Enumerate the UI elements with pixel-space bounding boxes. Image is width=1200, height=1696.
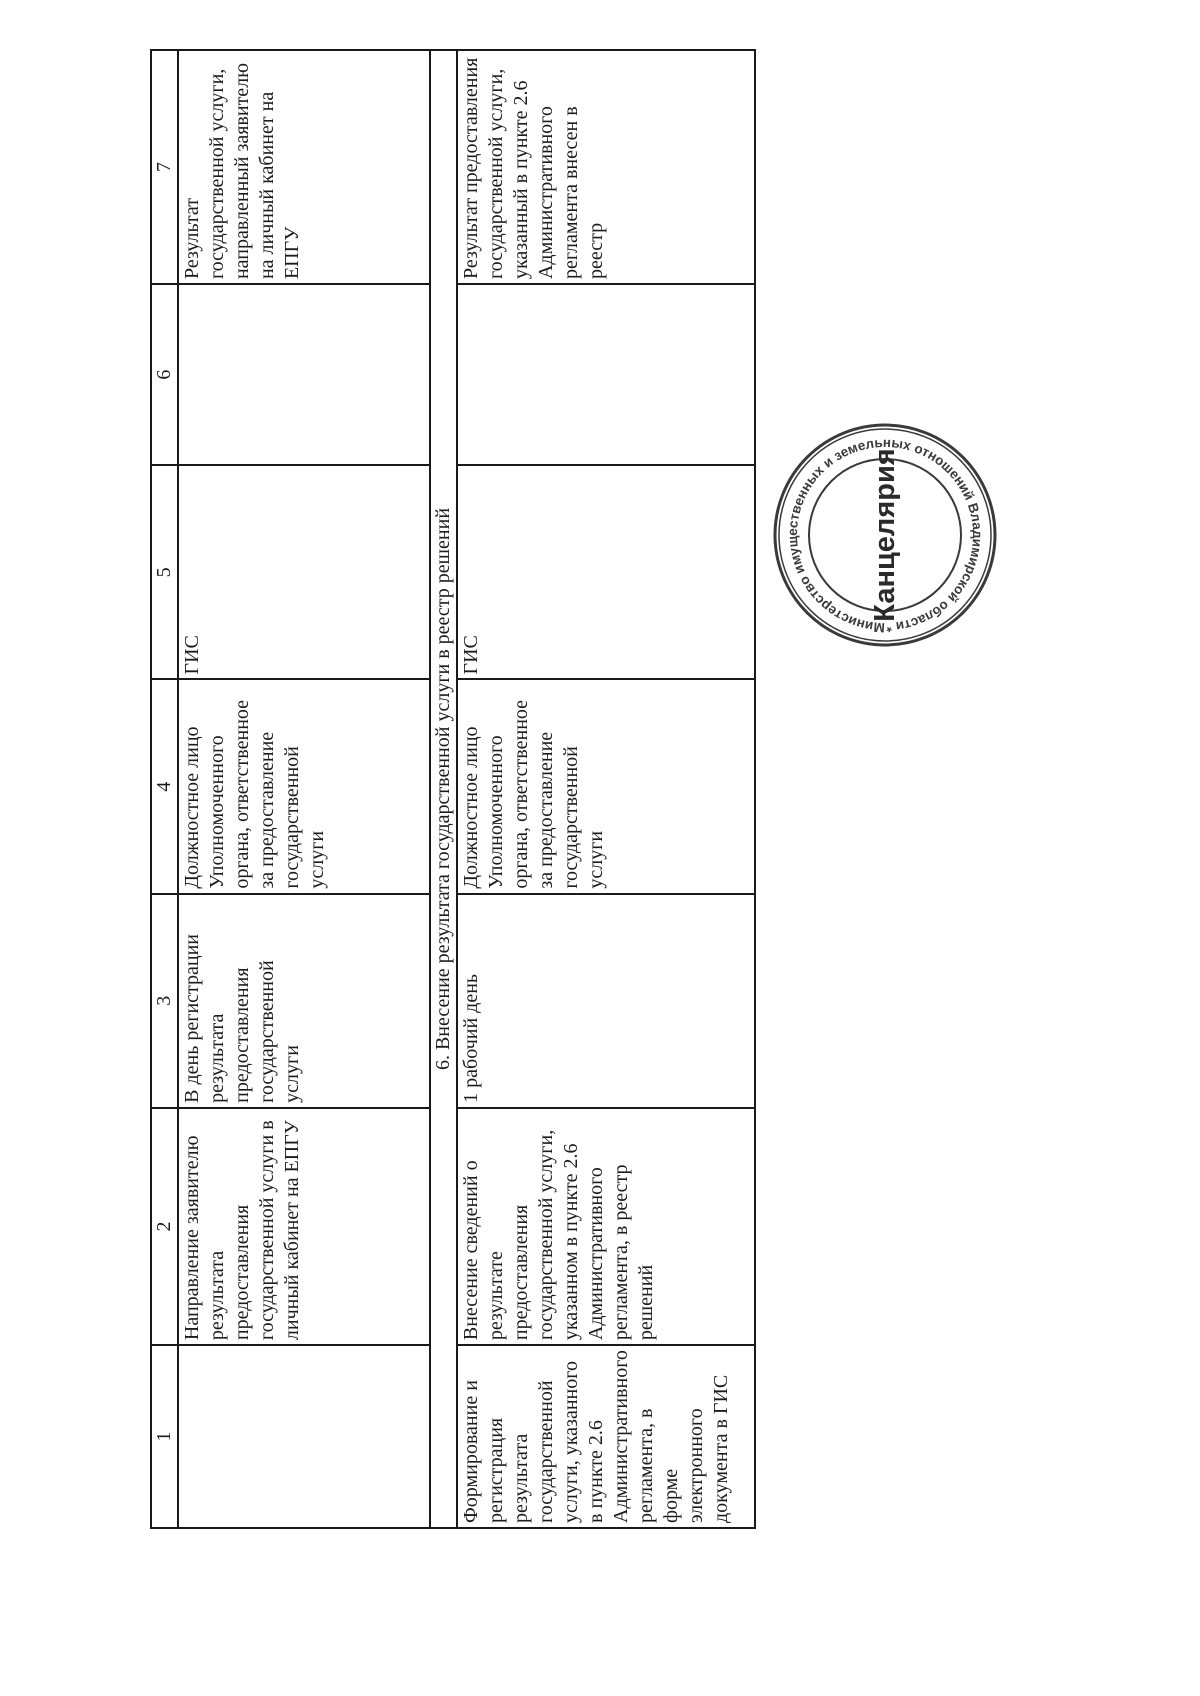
header-row: [151, 50, 178, 1528]
table-cell: Формирование и регистрация результата государственной услуги, указанного в пункте 2.6 Административного регламента, в форме электронного документа в ГИС: [457, 1345, 755, 1528]
table-cell: В день регистрации результата предоставления государственной услуги: [178, 894, 430, 1108]
col-header-6: 6: [151, 284, 178, 465]
table-row: [178, 50, 430, 1528]
table-cell: Внесение сведений о результате предоставления государственной услуги, указанном в пункте 2.6 Административного регламента, в реестр решений: [457, 1108, 755, 1345]
table-cell: [178, 284, 430, 465]
col-header-7: 7: [151, 50, 178, 284]
stamp-ring-text: Министерство имущественных и земельных отношений Владимирской области *: [784, 434, 986, 636]
col-header-5: 5: [151, 465, 178, 679]
table-cell: [457, 284, 755, 465]
stamp-seal-icon: [770, 420, 1000, 650]
col-header-1: 1: [151, 1345, 178, 1528]
table-cell: Должностное лицо Уполномоченного органа, ответственное за предоставление государственной услуги: [457, 679, 755, 893]
section-title: 6. Внесение результата государственной услуги в реестр решений: [430, 50, 457, 1528]
table-cell: ГИС: [457, 465, 755, 679]
col-header-2: 2: [151, 1108, 178, 1345]
table-cell: Результат государственной услуги, направленный заявителю на личный кабинет на ЕПГУ: [178, 50, 430, 284]
table-cell: Должностное лицо Уполномоченного органа, ответственное за предоставление государственной услуги: [178, 679, 430, 893]
table-cell: 1 рабочий день: [457, 894, 755, 1108]
stamp-center-text: Канцелярия: [869, 448, 901, 622]
table-cell: [178, 1345, 430, 1528]
procedure-table: [150, 49, 756, 1529]
col-header-4: 4: [151, 679, 178, 893]
office-stamp: [770, 420, 1000, 650]
table-row: [457, 50, 755, 1528]
table-cell: ГИС: [178, 465, 430, 679]
table-cell: Направление заявителю результата предоставления государственной услуги в личный кабинет на ЕПГУ: [178, 1108, 430, 1345]
table-cell: Результат предоставления государственной услуги, указанный в пункте 2.6 Административного регламента внесен в реестр: [457, 50, 755, 284]
rotated-page-content: [150, 49, 756, 1529]
section-row: [430, 50, 457, 1528]
col-header-3: 3: [151, 894, 178, 1108]
